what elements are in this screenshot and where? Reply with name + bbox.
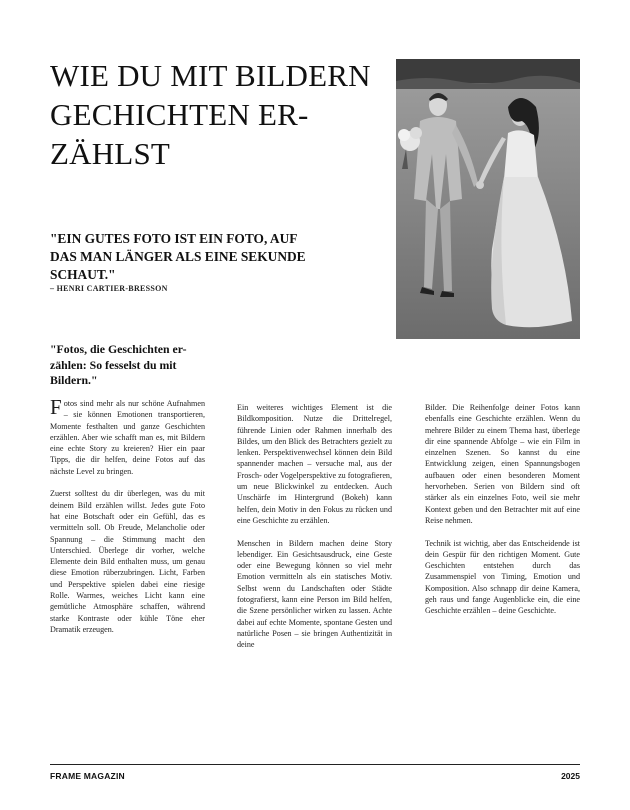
quote-line-1: "EIN GUTES FOTO IST EIN FOTO, AUF bbox=[50, 231, 298, 246]
pull-quote bbox=[50, 230, 370, 284]
magazine-name: FRAME MAGAZIN bbox=[50, 771, 125, 781]
body-column-2 bbox=[237, 402, 392, 662]
column-1-paragraph-2: Zuerst solltest du dir überlegen, was du mit deinem Bild erzählen willst. Jedes gute Foto hat eine Botschaft oder ein Gefühl, das es vermitteln soll. Ob Freude, Melancholie oder Spannung – die Stimmung macht den Unterschied. Überlege dir vorher, welche Elemente dein Bild enthalten muss, um genau diese Emotion rüberzubringen. Licht, Farben und Perspektive spielen dabei eine riesige Rolle. Warmes, weiches Licht kann eine gemütliche Atmosphäre schaffen, während starke Kontraste oder kühle Töne eher Dramatik erzeugen. bbox=[50, 489, 205, 634]
body-column-1 bbox=[50, 395, 205, 647]
column-2-paragraph-2: Menschen in Bildern machen deine Story lebendiger. Ein Gesichtsausdruck, eine Geste oder eine Bewegung können so viel mehr Emotion vermitteln als ein statisches Motiv. Selbst wenn du Landschaften oder Städte fotografierst, kann eine Person im Bild helfen, die Szene persönlicher wirken zu lassen. Achte dabei auf echte Momente, spontane Gesten und natürliche Posen – sie bringen Authentizität in deine bbox=[237, 538, 392, 650]
body-column-3 bbox=[425, 402, 580, 628]
wedding-couple-photo bbox=[396, 59, 580, 339]
column-3-paragraph-1: Bilder. Die Reihenfolge deiner Fotos kann ebenfalls eine Geschichte erzählen. Wenn du mehrere Bilder zu einem Thema hast, überlege dir eine spannende Abfolge – wie ein Film in einzelnen Szenen. So kannst du eine Entwicklung zeigen, einen Spannungsbogen aufbauen oder einen besonderen Moment hervorheben. Serien von Bildern sind oft stärker als ein einzelnes Foto, weil sie mehr Kontext geben und den Betrachter mit auf eine Reise nehmen. bbox=[425, 403, 580, 525]
subhead-line-2: zählen: So fesselst du mit bbox=[50, 357, 177, 372]
subhead-line-3: Bildern." bbox=[50, 373, 98, 387]
title-line-3: ZÄHLST bbox=[50, 136, 171, 171]
quote-line-3: SCHAUT." bbox=[50, 267, 116, 282]
column-1-paragraph-1-text: otos sind mehr als nur schöne Aufnahmen – sie können Emotionen transportieren, Momente festhalten und ganze Geschichten erzählen. Aber wie schafft man es, mit Bildern eine echte Story zu kreieren? Hier ein paar Tipps, die dir helfen, deine Fotos auf das nächste Level zu bringen. bbox=[50, 399, 205, 476]
drop-cap: F bbox=[50, 395, 62, 419]
issue-year: 2025 bbox=[561, 771, 580, 781]
title-line-1: WIE DU MIT BILDERN bbox=[50, 58, 371, 93]
article-title bbox=[50, 56, 380, 173]
column-3-paragraph-2: Technik ist wichtig, aber das Entscheidende ist dein Gespür für den richtigen Moment. Gute Geschichten entstehen durch das Zusammenspiel von Timing, Emotion und Komposition. Also schnapp dir deine Kamera, geh raus und fange Augenblicke ein, die eine Geschichte erzählen – deine Geschichte. bbox=[425, 538, 580, 616]
article-subhead bbox=[50, 342, 230, 389]
subhead-line-1: "Fotos, die Geschichten er- bbox=[50, 342, 187, 356]
title-line-2: GECHICHTEN ER- bbox=[50, 97, 309, 132]
quote-author: – HENRI CARTIER-BRESSON bbox=[50, 284, 168, 293]
column-2-paragraph-1: Ein weiteres wichtiges Element ist die Bildkomposition. Nutze die Drittelregel, führende Linien oder Rahmen innerhalb des Bildes, um den Blick des Betrachters gezielt zu lenken. Perspektivenwechsel können dein Bild spannender machen – versuche mal, aus der Frosch- oder Vogelperspektive zu fotografieren, um neue Blickwinkel zu entdecken. Auch Unschärfe im Hintergrund (Bokeh) kann helfen, dein Motiv in den Fokus zu rücken und eine Geschichte zu erzählen. bbox=[237, 403, 393, 525]
footer-rule bbox=[50, 764, 580, 765]
column-1-paragraph-1 bbox=[50, 395, 205, 477]
quote-line-2: DAS MAN LÄNGER ALS EINE SEKUNDE bbox=[50, 249, 306, 264]
